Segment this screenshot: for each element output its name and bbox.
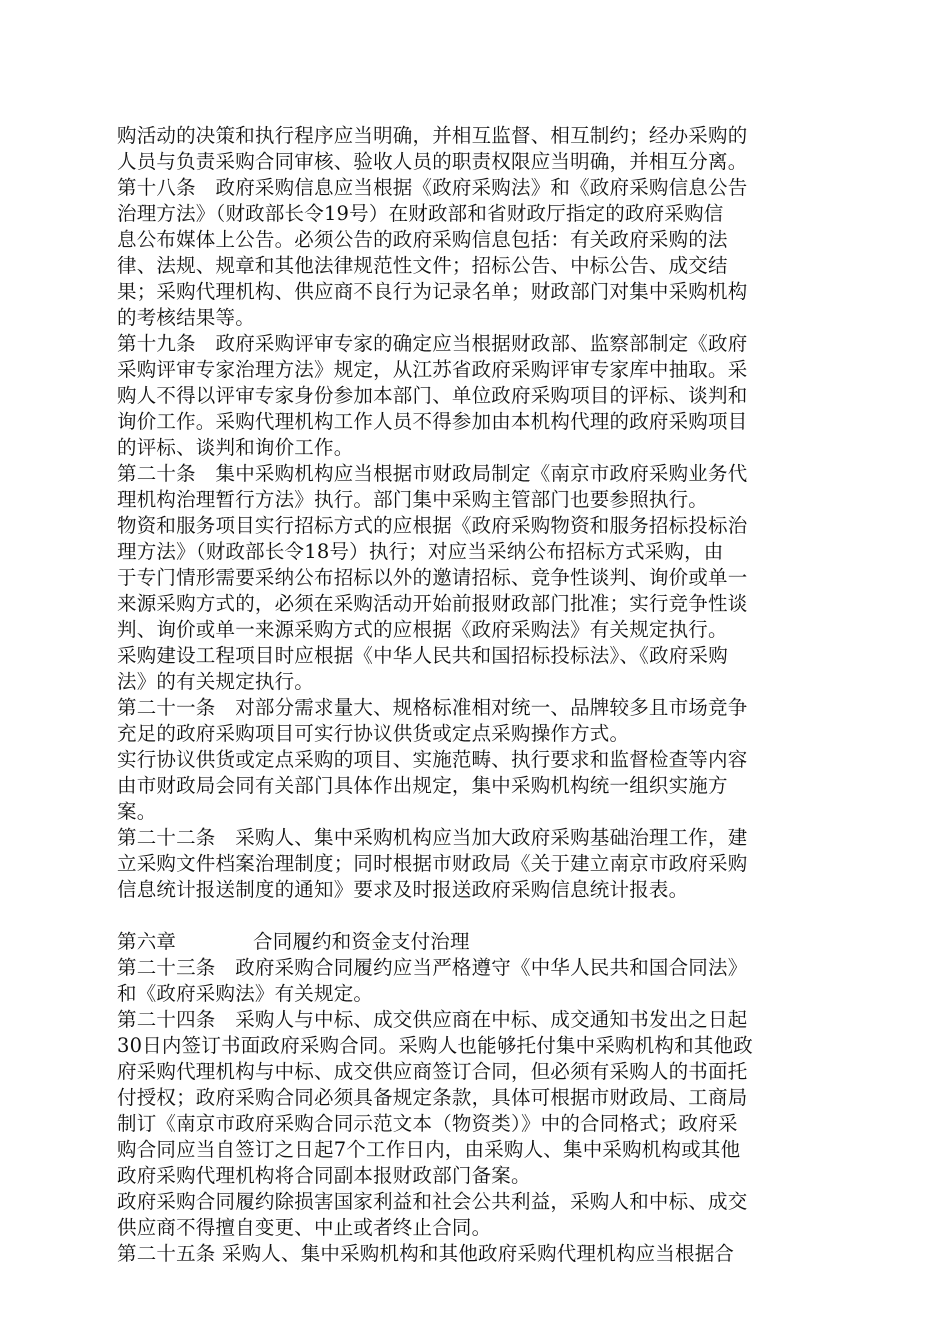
text-line: 由市财政局会同有关部门具体作出规定，集中采购机构统一组织实施方 <box>117 774 728 797</box>
text-line: 询价工作。采购代理机构工作人员不得参加由本机构代理的政府采购项目 <box>117 410 748 433</box>
text-line: 第二十条 集中采购机构应当根据市财政局制定《南京市政府采购业务代 <box>117 462 748 485</box>
text-line: 法》的有关规定执行。 <box>117 670 315 693</box>
text-line: 的评标、谈判和询价工作。 <box>117 436 354 459</box>
text-line: 案。 <box>117 800 157 823</box>
text-line: 第二十二条 采购人、集中采购机构应当加大政府采购基础治理工作，建 <box>117 826 748 849</box>
text-line: 付授权；政府采购合同必须具备规定条款，具体可根据市财政局、工商局 <box>117 1086 748 1109</box>
text-line: 实行协议供货或定点采购的项目、实施范畴、执行要求和监督检查等内容 <box>117 748 748 771</box>
text-line: 理方法》（财政部长令18号）执行；对应当采纳公布招标方式采购，由 <box>117 540 724 563</box>
text-line: 信息统计报送制度的通知》要求及时报送政府采购信息统计报表。 <box>117 878 689 901</box>
text-line: 购活动的决策和执行程序应当明确，并相互监督、相互制约；经办采购的 <box>117 124 748 147</box>
text-line: 第十八条 政府采购信息应当根据《政府采购法》和《政府采购信息公告 <box>117 176 748 199</box>
text-line: 采购建设工程项目时应根据《中华人民共和国招标投标法》、《政府采购 <box>117 644 728 667</box>
chapter-number: 第六章 <box>117 930 177 953</box>
text-line: 理机构治理暂行方法》执行。部门集中采购主管部门也要参照执行。 <box>117 488 709 511</box>
text-line: 购合同应当自签订之日起7个工作日内，由采购人、集中采购机构或其他 <box>117 1138 741 1161</box>
text-line: 制订《南京市政府采购合同示范文本（物资类）》中的合同格式；政府采 <box>117 1112 738 1135</box>
text-line: 第二十四条 采购人与中标、成交供应商在中标、成交通知书发出之日起 <box>117 1008 748 1031</box>
text-line: 政府采购合同履约除损害国家利益和社会公共利益，采购人和中标、成交 <box>117 1190 748 1213</box>
document-body-section-a <box>117 123 832 903</box>
text-line: 府采购代理机构与中标、成交供应商签订合同，但必须有采购人的书面托 <box>117 1060 748 1083</box>
text-line: 购人不得以评审专家身份参加本部门、单位政府采购项目的评标、谈判和 <box>117 384 748 407</box>
document-body-section-b <box>117 955 832 1267</box>
text-line: 第二十三条 政府采购合同履约应当严格遵守《中华人民共和国合同法》 <box>117 956 748 979</box>
text-line: 供应商不得擅自变更、中止或者终止合同。 <box>117 1216 492 1239</box>
text-line: 判、询价或单一来源采购方式的应根据《政府采购法》有关规定执行。 <box>117 618 728 641</box>
text-line: 立采购文件档案治理制度；同时根据市财政局《关于建立南京市政府采购 <box>117 852 748 875</box>
document-page <box>117 123 832 1267</box>
chapter-title: 合同履约和资金支付治理 <box>253 930 470 953</box>
text-line: 治理方法》（财政部长令19号）在财政部和省财政厅指定的政府采购信 <box>117 202 724 225</box>
text-line: 果；采购代理机构、供应商不良行为记录名单；财政部门对集中采购机构 <box>117 280 748 303</box>
text-line: 人员与负责采购合同审核、验收人员的职责权限应当明确，并相互分离。 <box>117 150 748 173</box>
text-line: 的考核结果等。 <box>117 306 255 329</box>
text-line: 采购评审专家治理方法》规定，从江苏省政府采购评审专家库中抽取。采 <box>117 358 748 381</box>
text-line: 第十九条 政府采购评审专家的确定应当根据财政部、监察部制定《政府 <box>117 332 748 355</box>
text-line: 于专门情形需要采纳公布招标以外的邀请招标、竞争性谈判、询价或单一 <box>117 566 748 589</box>
text-line: 律、法规、规章和其他法律规范性文件；招标公告、中标公告、成交结 <box>117 254 728 277</box>
text-line: 30日内签订书面政府采购合同。采购人也能够托付集中采购机构和其他政 <box>117 1034 753 1057</box>
text-line: 息公布媒体上公告。必须公告的政府采购信息包括：有关政府采购的法 <box>117 228 728 251</box>
text-line: 第二十五条 采购人、集中采购机构和其他政府采购代理机构应当根据合 <box>117 1242 735 1265</box>
text-line: 充足的政府采购项目可实行协议供货或定点采购操作方式。 <box>117 722 630 745</box>
text-line: 物资和服务项目实行招标方式的应根据《政府采购物资和服务招标投标治 <box>117 514 748 537</box>
blank-line <box>117 903 832 929</box>
text-line: 政府采购代理机构将合同副本报财政部门备案。 <box>117 1164 531 1187</box>
text-line: 第二十一条 对部分需求量大、规格标准相对统一、品牌较多且市场竞争 <box>117 696 748 719</box>
text-line: 来源采购方式的，必须在采购活动开始前报财政部门批准；实行竞争性谈 <box>117 592 748 615</box>
chapter-heading <box>117 929 832 955</box>
text-line: 和《政府采购法》有关规定。 <box>117 982 374 1005</box>
